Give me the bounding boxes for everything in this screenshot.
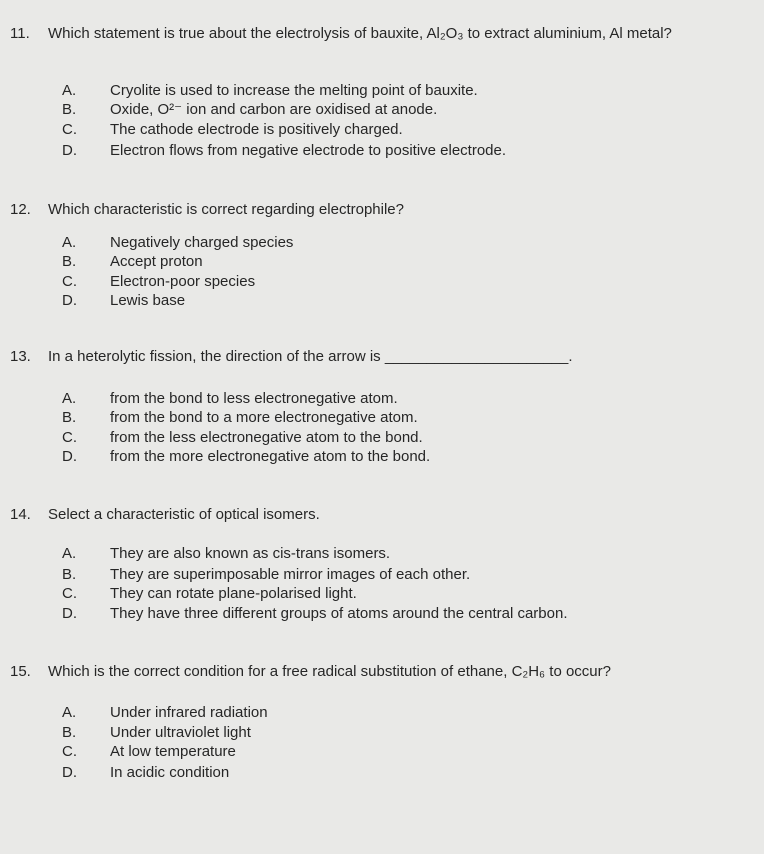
option-letter: C. [62, 273, 77, 290]
option-text: Oxide, O²⁻ ion and carbon are oxidised at anode. [110, 101, 438, 118]
option[interactable] [62, 253, 203, 271]
option-text: from the less electronegative atom to the bond. [110, 429, 423, 446]
option[interactable] [62, 409, 418, 427]
option-letter: D. [62, 764, 77, 781]
option[interactable] [62, 605, 568, 623]
option-text: The cathode electrode is positively charged. [110, 121, 403, 138]
question-12 [10, 200, 750, 220]
option-letter: B. [62, 724, 77, 741]
option[interactable] [62, 566, 470, 584]
option-letter: D. [62, 448, 77, 465]
question-number: 14. [10, 506, 31, 523]
option-text: Under ultraviolet light [110, 724, 251, 741]
option-text: They are also known as cis-trans isomers. [110, 545, 391, 562]
option-letter: B. [62, 566, 77, 583]
option-text: Accept proton [110, 253, 203, 270]
option-text: Electron flows from negative electrode to positive electrode. [110, 142, 507, 159]
option[interactable] [62, 390, 398, 408]
question-number: 12. [10, 201, 31, 218]
option[interactable] [62, 764, 229, 782]
option-letter: A. [62, 545, 77, 562]
option-text: from the bond to a more electronegative atom. [110, 409, 418, 426]
option-text: from the bond to less electronegative atom. [110, 390, 398, 407]
option[interactable] [62, 234, 293, 252]
option-letter: B. [62, 101, 77, 118]
option[interactable] [62, 704, 268, 722]
option[interactable] [62, 101, 437, 119]
option-letter: C. [62, 429, 77, 446]
option-letter: A. [62, 234, 77, 251]
option-text: Under infrared radiation [110, 704, 268, 721]
question-text: Which characteristic is correct regarding electrophile? [48, 201, 404, 218]
option[interactable] [62, 82, 478, 100]
question-number: 11. [10, 25, 30, 42]
option-text: At low temperature [110, 743, 236, 760]
question-text: Select a characteristic of optical isomers. [48, 506, 320, 523]
option[interactable] [62, 121, 403, 139]
option[interactable] [62, 743, 236, 761]
question-text: In a heterolytic fission, the direction of the arrow is ______________________. [48, 348, 573, 365]
option-letter: C. [62, 121, 77, 138]
option-letter: C. [62, 743, 77, 760]
option[interactable] [62, 292, 185, 310]
option-letter: D. [62, 292, 77, 309]
question-number: 13. [10, 348, 31, 365]
option-text: In acidic condition [110, 764, 230, 781]
option[interactable] [62, 724, 251, 742]
option-letter: C. [62, 585, 77, 602]
option[interactable] [62, 585, 357, 603]
option-text: Cryolite is used to increase the melting point of bauxite. [110, 82, 478, 99]
question-11 [10, 24, 750, 44]
question-text: Which statement is true about the electrolysis of bauxite, Al₂O₃ to extract aluminium, Al metal? [48, 25, 672, 42]
question-number: 15. [10, 663, 31, 680]
option[interactable] [62, 545, 390, 563]
option-text: Negatively charged species [110, 234, 294, 251]
option-text: Lewis base [110, 292, 186, 309]
question-15 [10, 662, 750, 682]
option-text: They can rotate plane-polarised light. [110, 585, 357, 602]
question-13 [10, 347, 750, 367]
question-text: Which is the correct condition for a free radical substitution of ethane, C₂H₆ to occur? [48, 663, 611, 680]
option-letter: D. [62, 142, 77, 159]
option-letter: D. [62, 605, 77, 622]
option[interactable] [62, 429, 423, 447]
option-letter: B. [62, 253, 77, 270]
option-text: Electron-poor species [110, 273, 256, 290]
question-14 [10, 505, 750, 525]
option-letter: A. [62, 390, 77, 407]
option[interactable] [62, 142, 506, 160]
option[interactable] [62, 448, 430, 466]
option[interactable] [62, 273, 255, 291]
option-text: They have three different groups of atoms around the central carbon. [110, 605, 568, 622]
option-text: from the more electronegative atom to the bond. [110, 448, 431, 465]
option-text: They are superimposable mirror images of each other. [110, 566, 471, 583]
option-letter: A. [62, 704, 77, 721]
option-letter: B. [62, 409, 77, 426]
option-letter: A. [62, 82, 77, 99]
